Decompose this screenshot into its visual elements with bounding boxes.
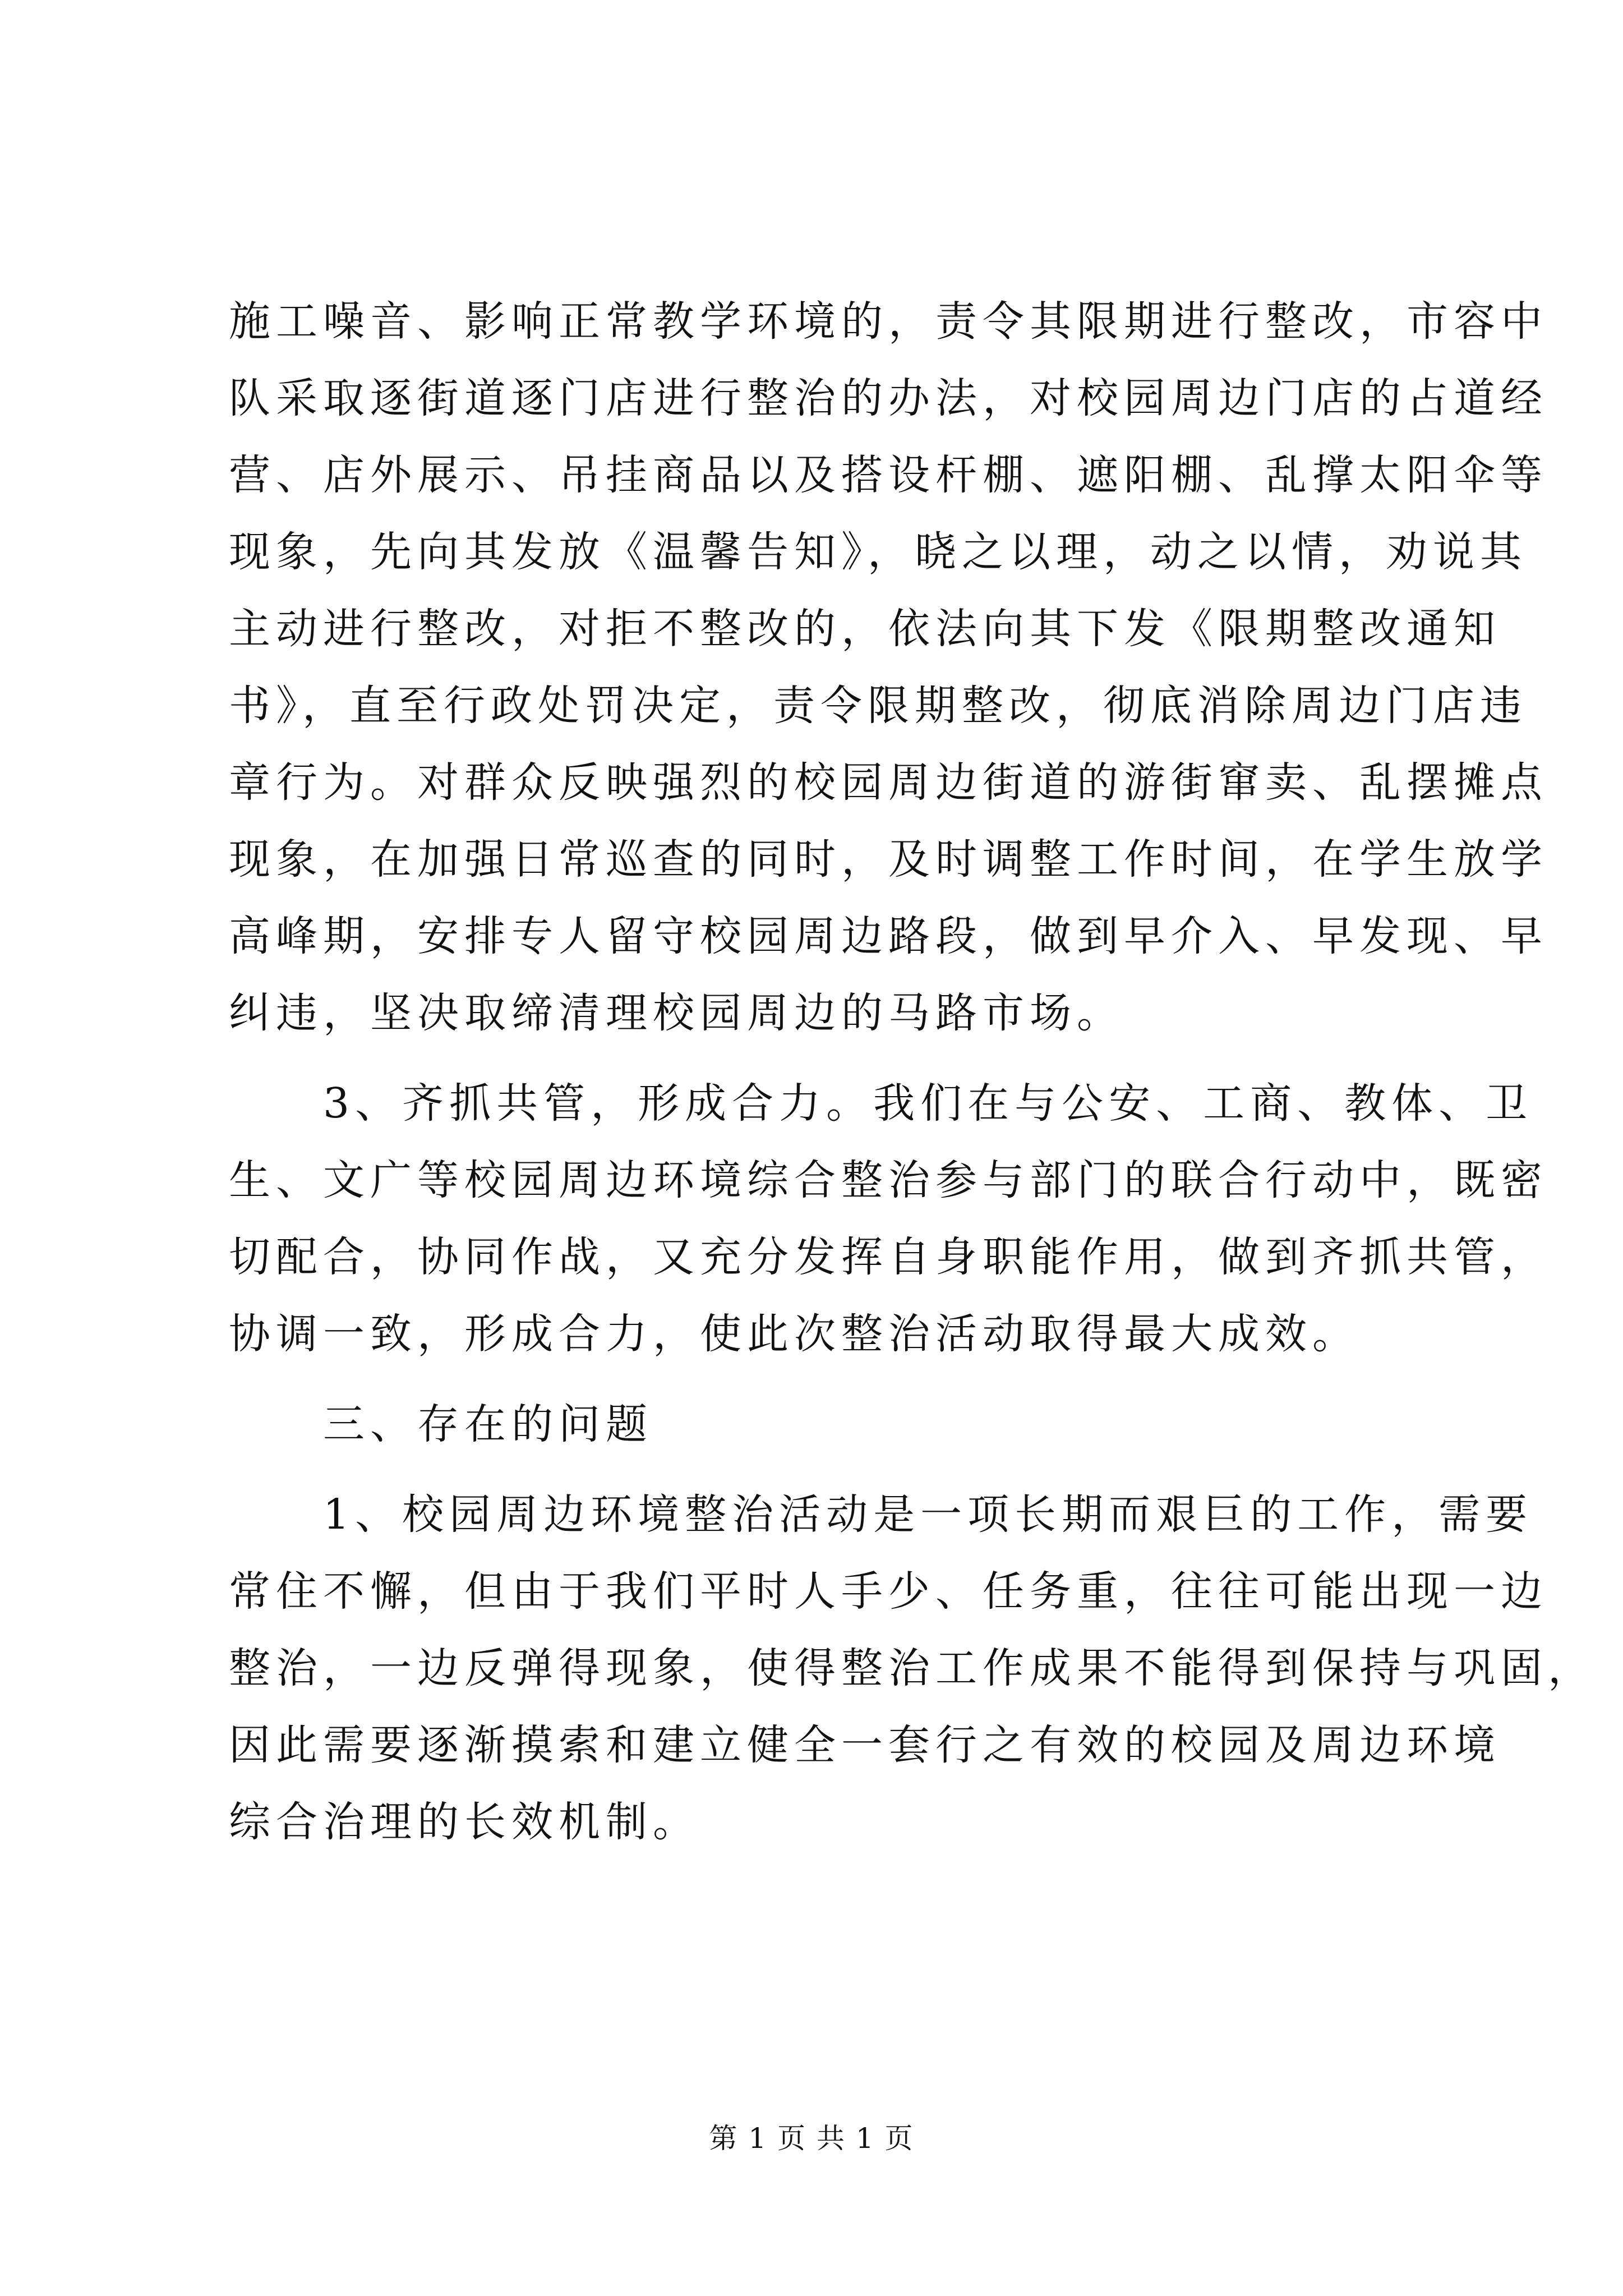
body-line: 营、店外展示、吊挂商品以及搭设杆棚、遮阳棚、乱撑太阳伞等 xyxy=(229,451,1548,499)
paragraph-start-line: 1、校园周边环境整治活动是一项长期而艰巨的工作，需要 xyxy=(323,1490,1533,1539)
body-line: 综合治理的长效机制。 xyxy=(229,1798,700,1846)
body-line: 现象，先向其发放《温馨告知》，晓之以理，动之以情，劝说其 xyxy=(229,528,1527,576)
body-line: 章行为。对群众反映强烈的校园周边街道的游街窜卖、乱摆摊点 xyxy=(229,758,1548,807)
body-line: 常住不懈，但由于我们平时人手少、任务重，往往可能出现一边 xyxy=(229,1567,1548,1616)
body-line: 因此需要逐渐摸索和建立健全一套行之有效的校园及周边环境 xyxy=(229,1721,1501,1769)
body-line: 协调一致，形成合力，使此次整治活动取得最大成效。 xyxy=(229,1310,1359,1358)
paragraph-start-line: 3、齐抓共管，形成合力。我们在与公安、工商、教体、卫 xyxy=(323,1079,1533,1128)
section-heading: 三、存在的问题 xyxy=(323,1400,653,1448)
body-line: 纠违，坚决取缔清理校园周边的马路市场。 xyxy=(229,989,1124,1037)
body-line: 现象，在加强日常巡查的同时，及时调整工作时间，在学生放学 xyxy=(229,835,1548,884)
body-line: 生、文广等校园周边环境综合整治参与部门的联合行动中，既密 xyxy=(229,1156,1548,1204)
body-line: 主动进行整改，对拒不整改的，依法向其下发《限期整改通知 xyxy=(229,605,1501,653)
body-line: 高峰期，安排专人留守校园周边路段，做到早介入、早发现、早 xyxy=(229,912,1548,960)
body-line: 切配合，协同作战，又充分发挥自身职能作用，做到齐抓共管， xyxy=(229,1233,1548,1281)
document-body xyxy=(229,283,1595,1861)
page-number-label: 第 1 页 共 1 页 xyxy=(709,2122,914,2155)
body-line: 施工噪音、影响正常教学环境的，责令其限期进行整改，市容中 xyxy=(229,297,1548,346)
body-line: 队采取逐街道逐门店进行整治的办法，对校园周边门店的占道经 xyxy=(229,374,1548,422)
body-line: 整治，一边反弹得现象，使得整治工作成果不能得到保持与巩固， xyxy=(229,1644,1595,1692)
body-line: 书》，直至行政处罚决定，责令限期整改，彻底消除周边门店违 xyxy=(229,682,1527,730)
page-footer xyxy=(0,2122,1623,2155)
